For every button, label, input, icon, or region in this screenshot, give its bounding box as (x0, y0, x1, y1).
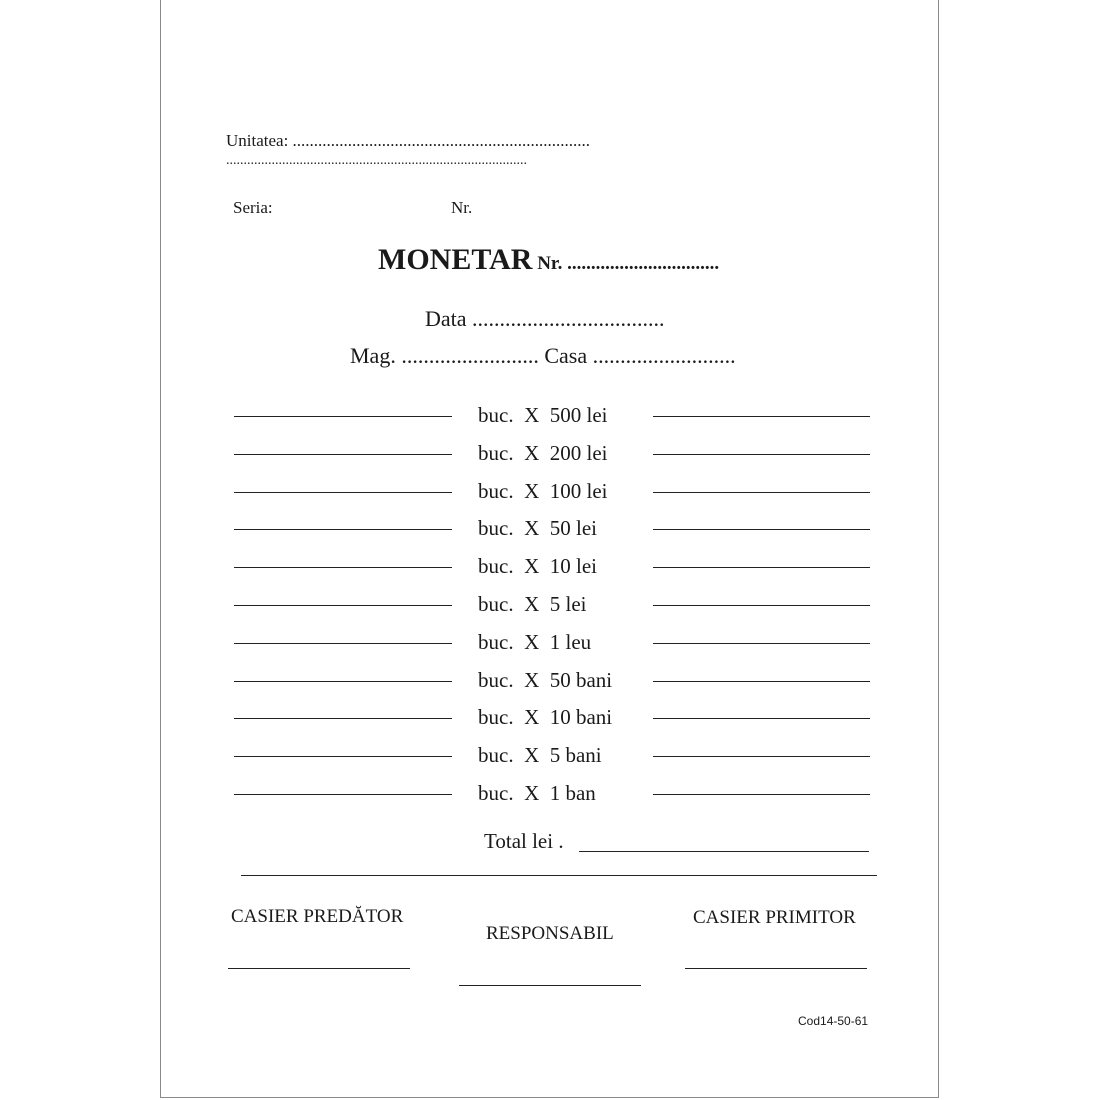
denomination-label: buc. X 50 lei (478, 516, 597, 541)
denomination-label: buc. X 100 lei (478, 478, 608, 503)
denomination-row (161, 402, 940, 432)
denomination-label: buc. X 500 lei (478, 403, 608, 427)
nr-label: Nr. (451, 198, 473, 217)
denomination-row (161, 742, 940, 772)
count-blank-line (234, 643, 452, 644)
data-field: Data ................................... (425, 306, 665, 331)
form-title (378, 243, 719, 277)
amount-blank-line (653, 718, 870, 719)
denomination-row (161, 629, 940, 659)
denomination-row (161, 440, 940, 470)
signature-line-predator (228, 968, 410, 969)
signature-line-primitor (685, 968, 867, 969)
amount-blank-line (653, 756, 870, 757)
denomination-label: buc. X 5 bani (478, 743, 602, 768)
denomination-row (161, 515, 940, 545)
count-blank-line (234, 567, 452, 568)
denomination-label: buc. X 1 leu (478, 629, 592, 654)
denomination-row (161, 478, 940, 508)
amount-blank-line (653, 567, 870, 568)
count-blank-line (234, 756, 452, 757)
signature-casier-predator-label: CASIER PREDĂTOR (231, 906, 404, 927)
amount-blank-line (653, 454, 870, 455)
title-number-field: Nr. ................................ (532, 253, 720, 274)
section-divider (241, 875, 877, 876)
denomination-row (161, 780, 940, 810)
unitatea-continuation: ...................................................................................... (226, 153, 527, 168)
count-blank-line (234, 416, 452, 417)
mag-casa-field: Mag. ......................... Casa .......................... (350, 343, 736, 368)
denomination-row (161, 667, 940, 697)
form-sheet (160, 0, 939, 1098)
signature-casier-primitor-label: CASIER PRIMITOR (693, 907, 856, 928)
signature-responsabil-label: RESPONSABIL (486, 923, 614, 944)
count-blank-line (234, 529, 452, 530)
denomination-label: buc. X 10 bani (478, 705, 613, 730)
denomination-label: buc. X 5 lei (478, 592, 587, 616)
denomination-label: buc. X 10 lei (478, 554, 597, 579)
count-blank-line (234, 492, 452, 493)
total-label: Total lei . (484, 829, 564, 853)
denomination-row (161, 553, 940, 583)
amount-blank-line (653, 794, 870, 795)
amount-blank-line (653, 529, 870, 530)
signature-line-responsabil (459, 985, 641, 986)
count-blank-line (234, 681, 452, 682)
denomination-label: buc. X 1 ban (478, 781, 596, 805)
form-code: Cod14-50-61 (798, 1014, 869, 1028)
denomination-label: buc. X 50 bani (478, 667, 613, 692)
denomination-row (161, 704, 940, 734)
count-blank-line (234, 454, 452, 455)
amount-blank-line (653, 681, 870, 682)
total-blank-line (579, 851, 869, 852)
amount-blank-line (653, 643, 870, 644)
seria-label: Seria: (233, 198, 273, 217)
denomination-label: buc. X 200 lei (478, 440, 608, 465)
count-blank-line (234, 605, 452, 606)
unitatea-field: Unitatea: ...................................................................... (226, 131, 591, 150)
title-monetar: MONETAR (378, 243, 533, 276)
amount-blank-line (653, 605, 870, 606)
count-blank-line (234, 794, 452, 795)
amount-blank-line (653, 492, 870, 493)
count-blank-line (234, 718, 452, 719)
amount-blank-line (653, 416, 870, 417)
denomination-row (161, 591, 940, 621)
